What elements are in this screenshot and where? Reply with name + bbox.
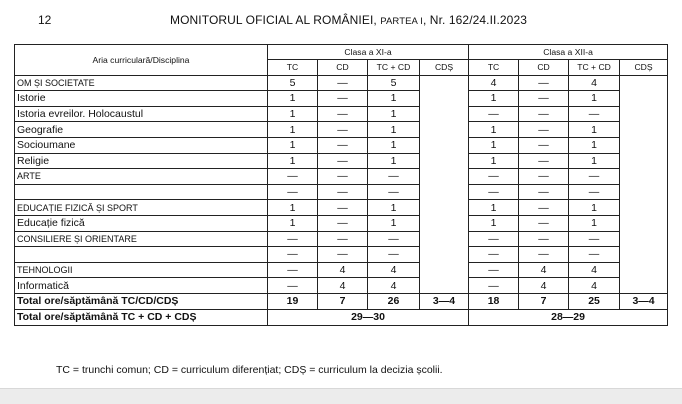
hours-cell: 4 [318, 278, 368, 294]
hours-cell: — [318, 122, 368, 138]
hours-cell: — [368, 184, 420, 200]
hours-cell: 1 [469, 91, 519, 107]
discipline-label: EDUCAȚIE FIZICĂ ȘI SPORT [15, 200, 268, 216]
hours-cell: — [268, 184, 318, 200]
hours-cell: — [519, 106, 569, 122]
hours-cell: — [368, 231, 420, 247]
hours-cell: — [318, 231, 368, 247]
hours-cell: — [268, 247, 318, 263]
hours-cell: — [268, 231, 318, 247]
bottom-strip [0, 388, 682, 404]
discipline-label: Socioumane [15, 137, 268, 153]
hours-cell: 4 [469, 75, 519, 91]
hours-cell: — [368, 247, 420, 263]
hours-cell: — [519, 75, 569, 91]
hours-cell: — [318, 200, 368, 216]
hours-cell: 1 [268, 106, 318, 122]
hours-cell: — [368, 169, 420, 185]
total-cell: 3—4 [620, 293, 668, 309]
hours-cell: 1 [268, 91, 318, 107]
hours-cell: 1 [569, 200, 620, 216]
total-sum-label: Total ore/săptămână TC + CD + CDȘ [15, 309, 268, 325]
table-row [15, 184, 668, 200]
hours-cell: 1 [569, 153, 620, 169]
hours-cell: — [569, 247, 620, 263]
sub-header: TC + CD [569, 60, 620, 76]
area-discipline-header: Aria curriculară/Disciplina [15, 45, 268, 76]
total-cell: 3—4 [420, 293, 469, 309]
hours-cell: 1 [368, 122, 420, 138]
total-sum-xi: 29—30 [268, 309, 469, 325]
total-week-row [15, 293, 668, 309]
sub-header: TC [268, 60, 318, 76]
hours-cell: 1 [569, 137, 620, 153]
hours-cell: — [469, 106, 519, 122]
cds-blank-cell [420, 75, 469, 293]
discipline-label: OM ȘI SOCIETATE [15, 75, 268, 91]
discipline-label: TEHNOLOGII [15, 262, 268, 278]
hours-cell: — [519, 184, 569, 200]
hours-cell: — [519, 247, 569, 263]
hours-cell: 1 [469, 200, 519, 216]
hours-cell: — [318, 137, 368, 153]
hours-cell: 1 [469, 137, 519, 153]
hours-cell: — [469, 262, 519, 278]
sub-header: CDȘ [420, 60, 469, 76]
hours-cell: 1 [569, 215, 620, 231]
hours-cell: — [318, 91, 368, 107]
class-xi-header: Clasa a XI-a [268, 45, 469, 60]
hours-cell: — [519, 231, 569, 247]
hours-cell: — [519, 200, 569, 216]
discipline-label: Informatică [15, 278, 268, 294]
hours-cell: 4 [569, 278, 620, 294]
total-cell: 19 [268, 293, 318, 309]
hours-cell: — [469, 169, 519, 185]
hours-cell: — [519, 122, 569, 138]
running-head-part: PARTEA I [380, 16, 423, 27]
discipline-label: Istoria evreilor. Holocaustul [15, 106, 268, 122]
discipline-label: Geografie [15, 122, 268, 138]
table-row [15, 169, 668, 185]
hours-cell: 5 [368, 75, 420, 91]
discipline-label: Educație fizică [15, 215, 268, 231]
hours-cell: — [519, 137, 569, 153]
total-cell: 25 [569, 293, 620, 309]
hours-cell: 1 [368, 153, 420, 169]
hours-cell: — [268, 262, 318, 278]
table-row [15, 215, 668, 231]
hours-cell: 1 [469, 215, 519, 231]
discipline-label: Istorie [15, 91, 268, 107]
hours-cell: — [469, 278, 519, 294]
table-row [15, 75, 668, 91]
discipline-label: ARTE [15, 169, 268, 185]
sub-header: CDȘ [620, 60, 668, 76]
discipline-label [15, 184, 268, 200]
hours-cell: 5 [268, 75, 318, 91]
table-row [15, 200, 668, 216]
hours-cell: 1 [569, 122, 620, 138]
cds-blank-cell [620, 75, 668, 293]
discipline-label [15, 247, 268, 263]
running-head [170, 13, 527, 27]
hours-cell: — [469, 231, 519, 247]
hours-cell: 1 [268, 200, 318, 216]
hours-cell: 4 [368, 278, 420, 294]
table-row [15, 262, 668, 278]
total-sum-xii: 28—29 [469, 309, 668, 325]
running-head-issue: , Nr. 162/24.II.2023 [422, 13, 528, 27]
hours-cell: 4 [519, 262, 569, 278]
table-row [15, 153, 668, 169]
table-body [15, 75, 668, 325]
hours-cell: — [318, 184, 368, 200]
hours-cell: — [268, 169, 318, 185]
hours-cell: 1 [368, 91, 420, 107]
table-row [15, 137, 668, 153]
hours-cell: — [519, 91, 569, 107]
discipline-label: CONSILIERE ȘI ORIENTARE [15, 231, 268, 247]
hours-cell: 1 [268, 215, 318, 231]
table-row [15, 122, 668, 138]
hours-cell: — [519, 153, 569, 169]
table-row [15, 247, 668, 263]
hours-cell: — [318, 247, 368, 263]
hours-cell: 1 [368, 137, 420, 153]
hours-cell: 4 [368, 262, 420, 278]
hours-cell: 1 [469, 122, 519, 138]
hours-cell: 4 [569, 75, 620, 91]
hours-cell: — [569, 169, 620, 185]
hours-cell: 1 [268, 122, 318, 138]
hours-cell: 1 [268, 137, 318, 153]
hours-cell: — [519, 215, 569, 231]
hours-cell: 4 [519, 278, 569, 294]
sub-header: TC [469, 60, 519, 76]
hours-cell: — [469, 247, 519, 263]
hours-cell: — [318, 153, 368, 169]
hours-cell: — [519, 169, 569, 185]
table-row [15, 278, 668, 294]
table-row [15, 91, 668, 107]
total-cell: 26 [368, 293, 420, 309]
page-number: 12 [38, 13, 52, 27]
sub-header: TC + CD [368, 60, 420, 76]
hours-cell: — [318, 215, 368, 231]
curriculum-table [14, 44, 668, 326]
total-cell: 7 [318, 293, 368, 309]
hours-cell: 4 [569, 262, 620, 278]
hours-cell: 1 [368, 200, 420, 216]
hours-cell: 1 [268, 153, 318, 169]
hours-cell: — [569, 231, 620, 247]
hours-cell: — [569, 184, 620, 200]
hours-cell: — [318, 106, 368, 122]
hours-cell: — [318, 75, 368, 91]
sub-header: CD [318, 60, 368, 76]
total-week-label: Total ore/săptămână TC/CD/CDȘ [15, 293, 268, 309]
class-xii-header: Clasa a XII-a [469, 45, 668, 60]
discipline-label: Religie [15, 153, 268, 169]
total-cell: 7 [519, 293, 569, 309]
sub-header: CD [519, 60, 569, 76]
total-cell: 18 [469, 293, 519, 309]
table-row [15, 231, 668, 247]
hours-cell: 1 [368, 215, 420, 231]
hours-cell: 1 [469, 153, 519, 169]
hours-cell: — [268, 278, 318, 294]
hours-cell: 1 [569, 91, 620, 107]
running-head-title: MONITORUL OFICIAL AL ROMÂNIEI, [170, 13, 377, 27]
hours-cell: — [318, 169, 368, 185]
hours-cell: 1 [368, 106, 420, 122]
table-row [15, 106, 668, 122]
hours-cell: 4 [318, 262, 368, 278]
hours-cell: — [569, 106, 620, 122]
hours-cell: — [469, 184, 519, 200]
total-sum-row [15, 309, 668, 325]
footnote: TC = trunchi comun; CD = curriculum diferențiat; CDȘ = curriculum la decizia școlii. [56, 364, 443, 376]
